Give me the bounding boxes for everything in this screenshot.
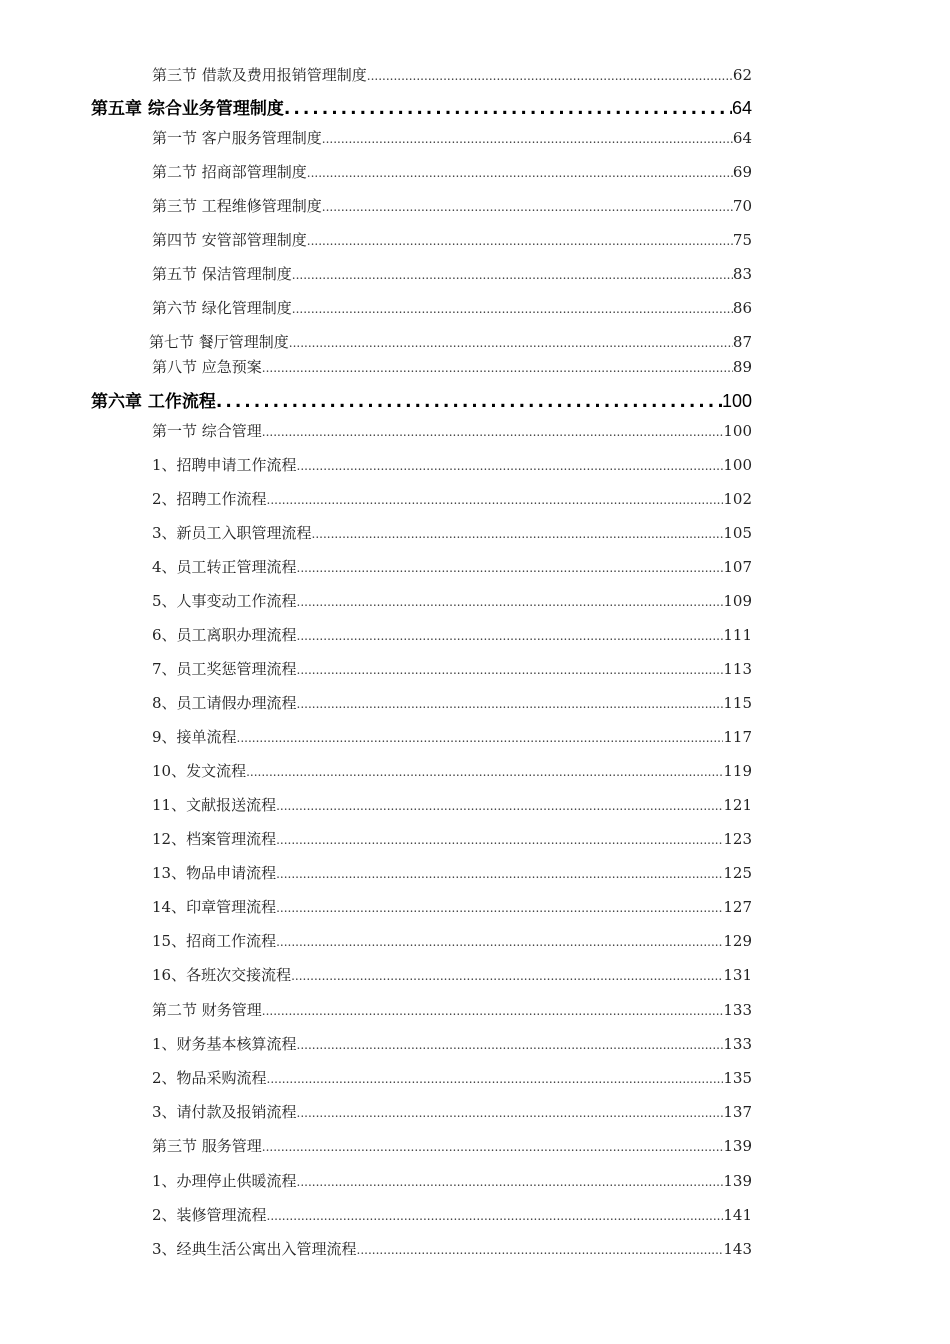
dot-leader — [297, 459, 724, 473]
dot-leader — [267, 1072, 724, 1086]
toc-page-number: 86 — [732, 299, 752, 317]
toc-page-number: 119 — [723, 762, 752, 780]
toc-page-number: 123 — [723, 830, 752, 848]
toc-page-number: 137 — [723, 1103, 752, 1121]
dot-leader — [262, 1140, 724, 1154]
toc-page-number: 135 — [723, 1069, 752, 1087]
dot-leader — [297, 1038, 724, 1052]
toc-entry-label: 2、装修管理流程 — [152, 1206, 267, 1224]
toc-entry[interactable] — [152, 726, 752, 747]
toc-entry-label: 第一节 综合管理 — [152, 422, 262, 440]
toc-entry-label: 6、员工离职办理流程 — [152, 626, 297, 644]
toc-chapter-entry[interactable] — [91, 94, 752, 119]
toc-entry[interactable] — [152, 624, 752, 645]
dot-leader — [357, 1243, 724, 1257]
toc-entry[interactable] — [152, 1238, 752, 1259]
dot-leader — [262, 425, 724, 439]
toc-page-number: 83 — [732, 265, 752, 283]
toc-entry-label: 9、接单流程 — [152, 728, 237, 746]
toc-entry[interactable] — [152, 862, 752, 883]
toc-page-number: 125 — [723, 864, 752, 882]
toc-page-number: 62 — [732, 66, 752, 84]
toc-entry-label: 第二节 财务管理 — [152, 1001, 262, 1019]
toc-entry[interactable] — [152, 454, 752, 475]
toc-page-number: 141 — [723, 1206, 752, 1224]
dot-leader — [216, 392, 722, 412]
toc-entry[interactable] — [152, 127, 752, 148]
toc-page-number: 133 — [723, 1001, 752, 1019]
dot-leader — [267, 493, 724, 507]
toc-page-number: 100 — [723, 422, 752, 440]
toc-entry-label: 第五节 保洁管理制度 — [152, 265, 292, 283]
toc-page-number: 113 — [723, 660, 752, 678]
toc-page-number: 121 — [723, 796, 752, 814]
dot-leader — [289, 336, 733, 350]
dot-leader — [292, 268, 733, 282]
toc-entry[interactable] — [152, 1067, 752, 1088]
toc-entry-label: 第二节 招商部管理制度 — [152, 163, 307, 181]
toc-entry[interactable] — [152, 488, 752, 509]
toc-chapter-label: 第五章 综合业务管理制度 — [91, 99, 284, 119]
dot-leader — [297, 697, 724, 711]
toc-entry-label: 第六节 绿化管理制度 — [152, 299, 292, 317]
toc-entry[interactable] — [152, 1204, 752, 1225]
toc-page-number: 107 — [723, 558, 752, 576]
toc-page-number: 87 — [732, 333, 752, 351]
dot-leader — [297, 561, 724, 575]
toc-entry-label: 5、人事变动工作流程 — [152, 592, 297, 610]
toc-page-number: 129 — [723, 932, 752, 950]
toc-page-number: 102 — [723, 490, 752, 508]
dot-leader — [322, 200, 733, 214]
dot-leader — [297, 595, 724, 609]
toc-entry-label: 13、物品申请流程 — [152, 864, 277, 882]
dot-leader — [297, 629, 724, 643]
toc-entry-label: 第三节 借款及费用报销管理制度 — [152, 66, 367, 84]
toc-entry-label: 12、档案管理流程 — [152, 830, 277, 848]
toc-entry[interactable] — [152, 556, 752, 577]
toc-entry-label: 第三节 服务管理 — [152, 1137, 262, 1155]
toc-entry[interactable] — [152, 930, 752, 951]
toc-entry[interactable] — [152, 999, 752, 1020]
toc-page-number: 100 — [721, 391, 752, 411]
dot-leader — [312, 527, 724, 541]
toc-entry-label: 第八节 应急预案 — [152, 358, 262, 376]
dot-leader — [276, 867, 723, 881]
toc-entry[interactable] — [152, 229, 752, 250]
toc-page-number: 139 — [723, 1172, 752, 1190]
toc-entry[interactable] — [152, 760, 752, 781]
toc-chapter-label: 第六章 工作流程 — [91, 392, 216, 412]
toc-entry[interactable] — [149, 331, 752, 352]
toc-page-number: 69 — [732, 163, 752, 181]
dot-leader — [307, 234, 733, 248]
toc-entry[interactable] — [152, 692, 752, 713]
toc-page-number: 131 — [723, 966, 752, 984]
toc-entry[interactable] — [152, 297, 752, 318]
toc-entry-label: 3、新员工入职管理流程 — [152, 524, 312, 542]
toc-entry-label: 第七节 餐厅管理制度 — [149, 333, 289, 351]
toc-entry-label: 3、经典生活公寓出入管理流程 — [152, 1240, 357, 1258]
dot-leader — [297, 1175, 724, 1189]
toc-page-number: 89 — [732, 358, 752, 376]
toc-page-number: 127 — [723, 898, 752, 916]
dot-leader — [246, 765, 723, 779]
dot-leader — [262, 1004, 724, 1018]
toc-entry[interactable] — [152, 1135, 752, 1156]
toc-entry-label: 10、发文流程 — [152, 762, 247, 780]
toc-entry-label: 第三节 工程维修管理制度 — [152, 197, 322, 215]
toc-entry[interactable] — [152, 964, 752, 985]
toc-page-number: 75 — [732, 231, 752, 249]
toc-entry-label: 4、员工转正管理流程 — [152, 558, 297, 576]
toc-entry[interactable] — [152, 794, 752, 815]
toc-page-number: 64 — [732, 129, 752, 147]
dot-leader — [297, 1106, 724, 1120]
toc-entry[interactable] — [152, 1170, 752, 1191]
toc-entry[interactable] — [152, 64, 752, 85]
toc-entry-label: 第一节 客户服务管理制度 — [152, 129, 322, 147]
dot-leader — [284, 99, 732, 119]
toc-entry[interactable] — [152, 828, 752, 849]
dot-leader — [276, 833, 723, 847]
toc-entry[interactable] — [152, 1101, 752, 1122]
toc-entry-label: 7、员工奖惩管理流程 — [152, 660, 297, 678]
toc-entry-label: 1、财务基本核算流程 — [152, 1035, 297, 1053]
dot-leader — [292, 302, 733, 316]
toc-entry[interactable] — [152, 263, 752, 284]
dot-leader — [322, 132, 733, 146]
toc-entry[interactable] — [152, 356, 752, 377]
toc-entry[interactable] — [152, 1033, 752, 1054]
toc-page-number: 115 — [723, 694, 752, 712]
toc-page-number: 70 — [732, 197, 752, 215]
toc-entry-label: 8、员工请假办理流程 — [152, 694, 297, 712]
toc-entry-label: 3、请付款及报销流程 — [152, 1103, 297, 1121]
toc-entry-label: 2、物品采购流程 — [152, 1069, 267, 1087]
dot-leader — [276, 799, 723, 813]
toc-page-number: 117 — [723, 728, 752, 746]
toc-entry[interactable] — [152, 161, 752, 182]
toc-entry-label: 第四节 安管部管理制度 — [152, 231, 307, 249]
toc-entry-label: 15、招商工作流程 — [152, 932, 277, 950]
toc-page-number: 105 — [723, 524, 752, 542]
toc-entry-label: 1、办理停止供暖流程 — [152, 1172, 297, 1190]
toc-entry-label: 2、招聘工作流程 — [152, 490, 267, 508]
dot-leader — [276, 935, 723, 949]
toc-entry[interactable] — [152, 522, 752, 543]
toc-entry[interactable] — [152, 658, 752, 679]
toc-entry-label: 1、招聘申请工作流程 — [152, 456, 297, 474]
toc-page-number: 133 — [723, 1035, 752, 1053]
toc-chapter-entry[interactable] — [91, 387, 752, 412]
toc-page-number: 109 — [723, 592, 752, 610]
dot-leader — [307, 166, 733, 180]
toc-page-number: 143 — [723, 1240, 752, 1258]
toc-entry[interactable] — [152, 590, 752, 611]
toc-page-number: 64 — [731, 98, 752, 118]
toc-page-number: 111 — [723, 626, 752, 644]
toc-page-number: 100 — [723, 456, 752, 474]
dot-leader — [291, 969, 723, 983]
toc-entry-label: 16、各班次交接流程 — [152, 966, 292, 984]
toc-entry[interactable] — [152, 420, 752, 441]
toc-entry[interactable] — [152, 195, 752, 216]
toc-page-number: 139 — [723, 1137, 752, 1155]
dot-leader — [262, 361, 733, 375]
toc-entry[interactable] — [152, 896, 752, 917]
dot-leader — [297, 663, 724, 677]
toc-entry-label: 14、印章管理流程 — [152, 898, 277, 916]
dot-leader — [367, 69, 733, 83]
dot-leader — [237, 731, 724, 745]
toc-entry-label: 11、文献报送流程 — [152, 796, 277, 814]
dot-leader — [276, 901, 723, 915]
dot-leader — [267, 1209, 724, 1223]
